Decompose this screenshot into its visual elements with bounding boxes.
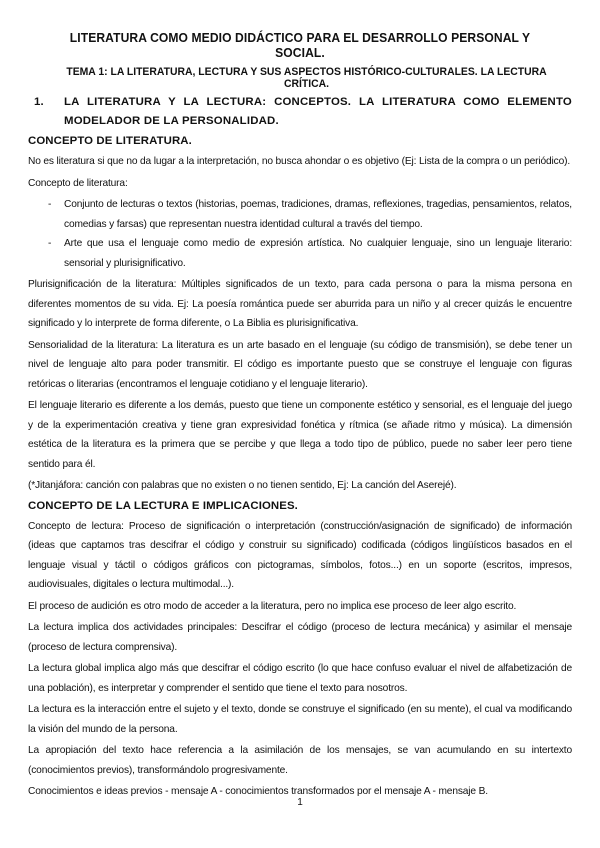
paragraph: (*Jitanjáfora: canción con palabras que no existen o no tienen sentido, Ej: La canción del Aserejé). — [28, 480, 457, 491]
page-number: 1 — [297, 797, 303, 808]
paragraph: La lectura implica dos actividades principales: Descifrar el código (proceso de lectura mecánica) y asimilar el mensaje (proceso de lectura comprensiva). — [28, 622, 572, 653]
bullet-list — [28, 195, 572, 273]
dash-bullet: - — [48, 238, 52, 249]
dash-bullet: - — [48, 199, 52, 210]
paragraph: El lenguaje literario es diferente a los demás, puesto que tiene un componente estético y sensorial, es el lenguaje del juego y de la experimentación creativa y tiene gran expresividad fonética y rítmica (se añade ritmo y música). La dimensión estética de la literatura es la primera que se percibe y que llega a todo tipo de público, puede no saber leer pero tiene sentido para él. — [28, 400, 572, 470]
paragraph: La lectura global implica algo más que descifrar el código escrito (lo que hace confuso evaluar el nivel de alfabetización de una población), es interpretar y comprender el sentido que tiene el texto para nosotros. — [28, 663, 572, 694]
paragraph: La lectura es la interacción entre el sujeto y el texto, donde se construye el significado (en su mente), el cual va modificando la visión del mundo de la persona. — [28, 704, 572, 735]
paragraph: Concepto de literatura: — [28, 177, 128, 189]
list-item-text: Conjunto de lecturas o textos (historias, poemas, tradiciones, dramas, reflexiones, tragedias, pensamientos, relatos, comedias y farsas) que representan nuestra identidad cultural a través del tiempo. — [64, 199, 572, 230]
list-item — [28, 195, 572, 234]
document-subtitle: TEMA 1: LA LITERATURA, LECTURA Y SUS ASPECTOS HISTÓRICO-CULTURALES. LA LECTURA CRÍTICA. — [66, 66, 547, 90]
list-item — [28, 234, 572, 273]
paragraph: Conocimientos e ideas previos - mensaje A - conocimientos transformados por el mensaje A - mensaje B. — [28, 786, 488, 797]
paragraph: Concepto de lectura: Proceso de significación o interpretación (construcción/asignación de significado) de información (ideas que captamos tras descifrar el código y construir su significado) codificada (códigos lingüísticos basados en el lenguaje visual y táctil o códigos gráficos con pictogramas, símbolos, fotos...) en un soporte (escritos, impresos, audiovisuales, digitales o lectura multimodal...). — [28, 520, 572, 590]
paragraph: Plurisignificación de la literatura: Múltiples significados de un texto, para cada persona o para la misma persona en diferentes momentos de su vida. Ej: La poesía romántica puede ser aburrida para un niño y al crecer quizás le encuentre significado y lo interprete de forma diferente, o La Biblia es plurisignificativa. — [28, 279, 572, 329]
section-heading-1 — [28, 93, 572, 131]
paragraph: La apropiación del texto hace referencia a la asimilación de los mensajes, se van acumulando en su intertexto (conocimientos previos), transformándolo progresivamente. — [28, 745, 572, 776]
list-item-text: Arte que usa el lenguaje como medio de expresión artística. No cualquier lenguaje, sino un lenguaje literario: sensorial y plurisignificativo. — [64, 238, 572, 269]
paragraph: Sensorialidad de la literatura: La literatura es un arte basado en el lenguaje (su código de transmisión), se debe tener un nivel de lenguaje alto para poder transmitir. El código es importante puesto que se construye el lenguaje con figuras retóricas o literarias (encontramos el lenguaje cotidiano y el lenguaje literario). — [28, 339, 572, 390]
heading-concepto-literatura: CONCEPTO DE LITERATURA. — [28, 135, 192, 147]
heading-concepto-lectura: CONCEPTO DE LA LECTURA E IMPLICACIONES. — [28, 499, 298, 512]
document-title: LITERATURA COMO MEDIO DIDÁCTICO PARA EL DESARROLLO PERSONAL Y SOCIAL. — [69, 30, 531, 60]
paragraph: El proceso de audición es otro modo de acceder a la literatura, pero no implica ese proceso de leer algo escrito. — [28, 600, 517, 612]
paragraph: No es literatura si que no da lugar a la interpretación, no busca ahondar o es objetivo (Ej: Lista de la compra o un periódico). — [28, 156, 571, 167]
section-number: 1. — [34, 96, 44, 108]
section-heading-text: LA LITERATURA Y LA LECTURA: CONCEPTOS. LA LITERATURA COMO ELEMENTO MODELADOR DE LA PERSONALIDAD. — [64, 96, 572, 127]
document-page — [28, 30, 572, 804]
